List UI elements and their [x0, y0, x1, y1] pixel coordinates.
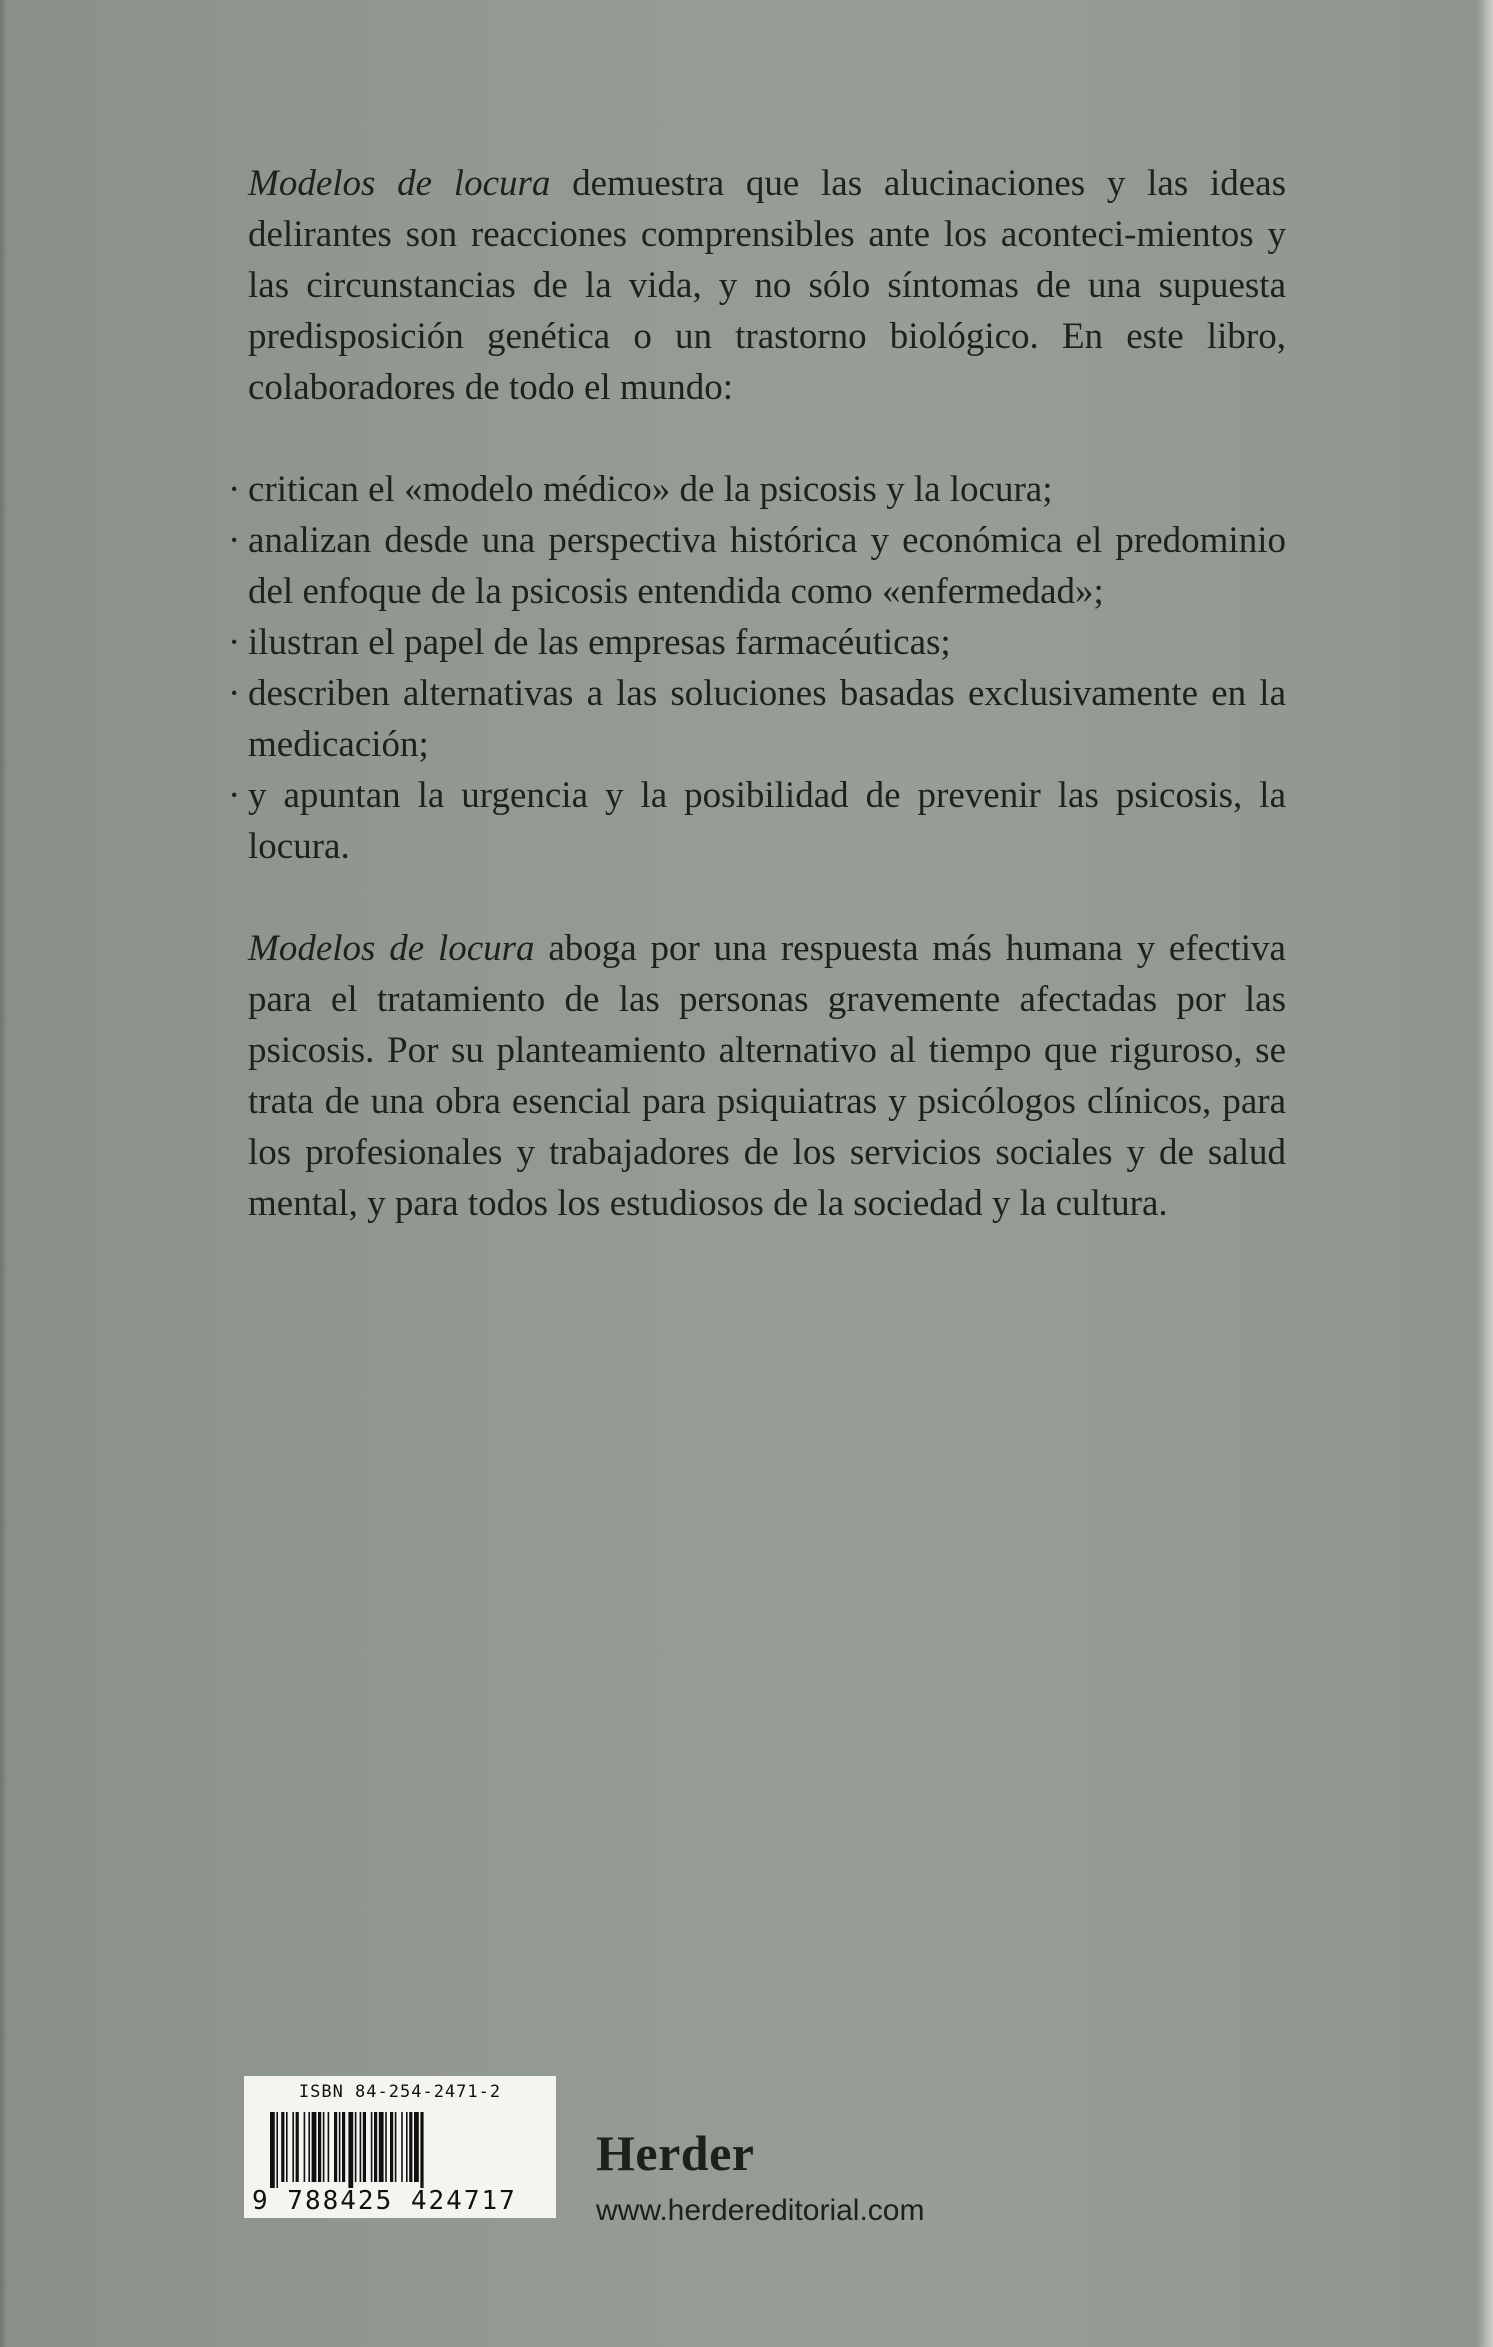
cover-right-edge: [1477, 0, 1493, 2347]
barcode-bar: [328, 2112, 330, 2182]
intro-paragraph: [248, 158, 1286, 413]
barcode-bar: [420, 2112, 423, 2188]
cover-left-edge: [0, 0, 8, 2347]
barcode-bar: [312, 2112, 317, 2182]
barcode-bar: [270, 2112, 275, 2188]
barcode-bar: [339, 2112, 341, 2182]
isbn-label: ISBN 84-254-2471-2: [298, 2082, 502, 2102]
closing-text: aboga por una respuesta más humana y efectiva para el tratamiento de las personas gravemente afectadas por las psicosis. Por su planteamiento alternativo al tiempo que riguroso, se trata de una obra esencial para psiquiatras y psicólogos clínicos, para los profesionales y trabajadores de los servicios sociales y de salud mental, y para todos los estudiosos de la sociedad y la cultura.: [248, 928, 1286, 1224]
barcode-bar: [379, 2112, 384, 2182]
barcode-bar: [406, 2112, 408, 2182]
barcode-bar: [371, 2112, 373, 2182]
barcode-bar: [395, 2112, 397, 2182]
barcode-bars: [270, 2112, 532, 2188]
bullet-dot: ·: [228, 622, 241, 663]
bullet-dot: ·: [228, 469, 241, 510]
barcode-bar: [360, 2112, 362, 2182]
barcode-bar: [355, 2112, 357, 2182]
bullet-item: [228, 770, 1286, 872]
publisher-logo: Herder: [596, 2125, 755, 2181]
barcode-bar: [296, 2112, 299, 2182]
bullet-dot: ·: [228, 775, 241, 816]
bullet-text: ilustran el papel de las empresas farmacéuticas;: [248, 622, 951, 663]
book-title-italic: Modelos de locura: [248, 928, 535, 969]
barcode-bar: [318, 2112, 321, 2182]
barcode-bar: [374, 2112, 377, 2182]
barcode-bar: [292, 2112, 294, 2182]
book-title-italic: Modelos de locura: [248, 163, 551, 204]
barcode-bar: [390, 2112, 393, 2182]
publisher-website: www.herdereditorial.com: [596, 2194, 925, 2227]
barcode-bar: [342, 2112, 345, 2182]
barcode-bar: [363, 2112, 366, 2182]
barcode-bar: [308, 2112, 310, 2182]
bullet-text: y apuntan la urgencia y la posibilidad de prevenir las psicosis, la locura.: [248, 775, 1286, 867]
bullet-item: [228, 668, 1286, 770]
bullet-dot: ·: [228, 673, 241, 714]
bullet-text: analizan desde una perspectiva histórica y económica el predominio del enfoque de la psicosis entendida como «enfermedad»;: [248, 520, 1286, 612]
barcode-bar: [334, 2112, 337, 2182]
barcode-bar: [276, 2112, 278, 2188]
bullet-text: describen alternativas a las soluciones basadas exclusivamente en la medicación;: [248, 673, 1286, 765]
barcode-bar: [401, 2112, 403, 2182]
barcode-bar: [286, 2112, 288, 2182]
bullet-text: critican el «modelo médico» de la psicosis y la locura;: [248, 469, 1053, 510]
bullet-dot: ·: [228, 520, 241, 561]
blurb-text: [228, 158, 1286, 1229]
bullet-item: [228, 464, 1286, 515]
barcode-bar: [281, 2112, 284, 2182]
isbn-barcode: [244, 2076, 556, 2218]
barcode-bar: [304, 2112, 306, 2182]
barcode-bar: [348, 2112, 353, 2188]
bullet-item: [228, 617, 1286, 668]
barcode-bar: [323, 2112, 325, 2182]
bullet-item: [228, 515, 1286, 617]
bullet-list: [228, 464, 1286, 872]
closing-paragraph: [248, 923, 1286, 1229]
barcode-bar: [385, 2112, 387, 2182]
intro-text: demuestra que las alucinaciones y las ideas delirantes son reacciones comprensibles ante los aconteci-mientos y las circunstancias de la vida, y no sólo síntomas de una supuesta predisposición genética o un trastorno biológico. En este libro, colaboradores de todo el mundo:: [248, 163, 1286, 408]
barcode-bar: [409, 2112, 412, 2182]
barcode-bar: [414, 2112, 419, 2182]
barcode-digits: 9 788425 424717: [252, 2186, 517, 2216]
